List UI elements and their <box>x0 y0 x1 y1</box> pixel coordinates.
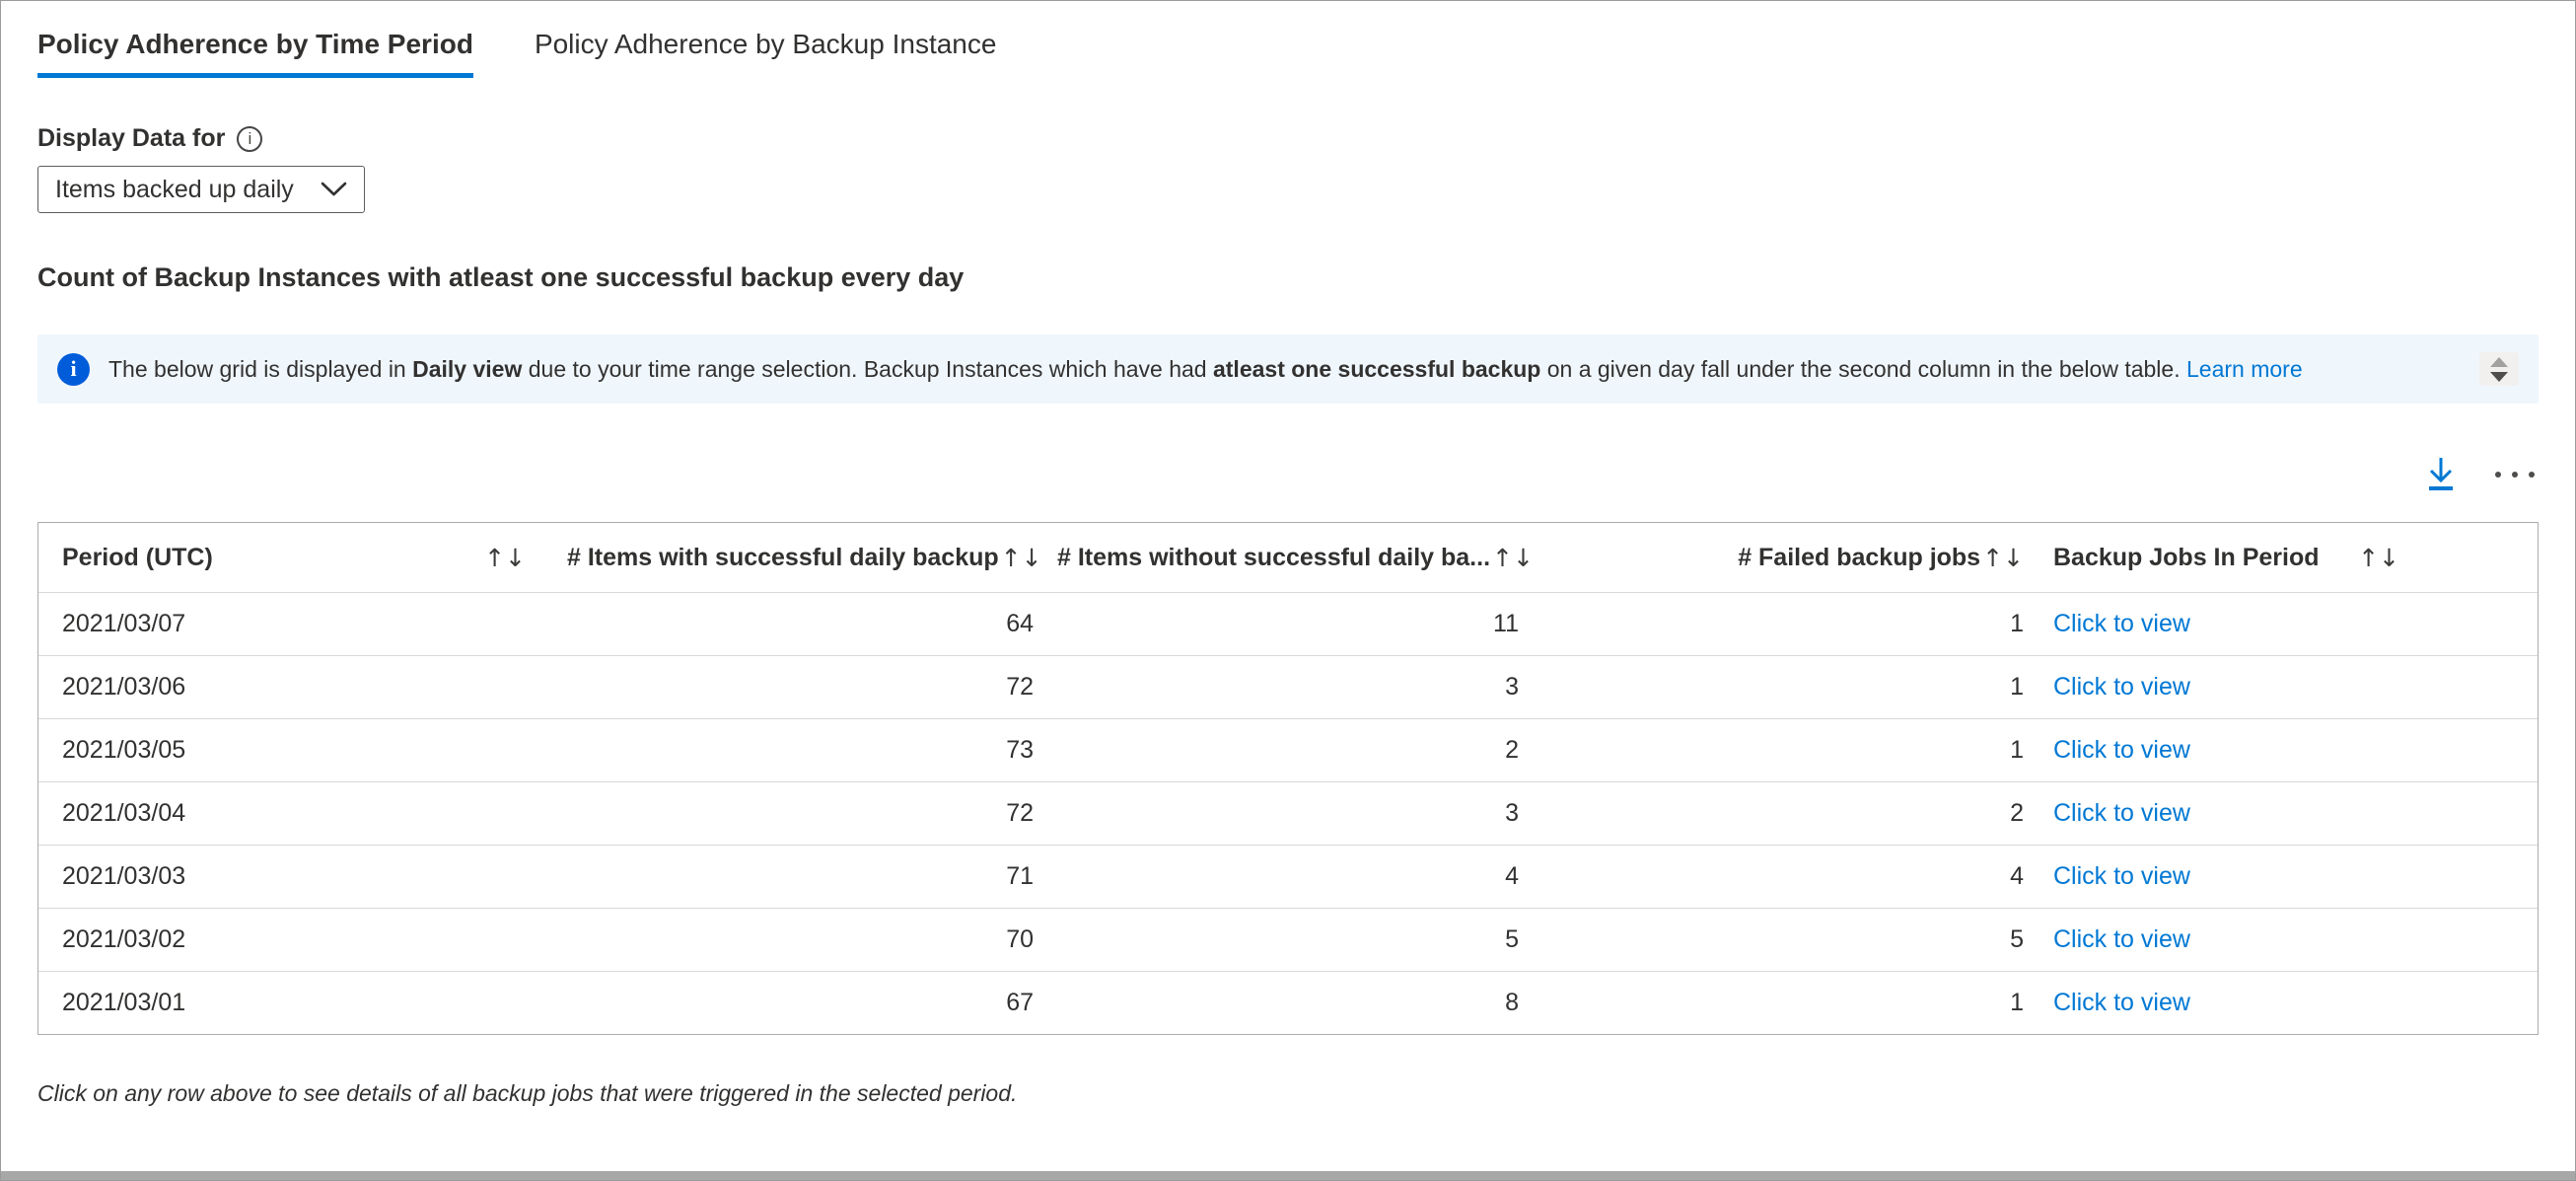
banner-text-bold: atleast one successful backup <box>1212 355 1541 382</box>
banner-text-bold: Daily view <box>412 355 523 382</box>
info-tooltip-icon[interactable]: i <box>237 126 262 152</box>
table-row[interactable] <box>38 845 2538 908</box>
period-cell: 2021/03/05 <box>62 736 186 764</box>
backup-jobs-cell <box>2034 846 2538 908</box>
failed-jobs-cell: 1 <box>2010 736 2024 764</box>
table-row[interactable] <box>38 908 2538 971</box>
failed-jobs-cell: 2 <box>2010 799 2024 827</box>
items-without-backup-cell: 11 <box>1493 610 1519 637</box>
backup-jobs-cell <box>2034 719 2538 781</box>
sort-icon: ↑↓ <box>1492 543 1534 572</box>
period-cell: 2021/03/02 <box>62 925 186 953</box>
backup-jobs-cell <box>2034 593 2538 655</box>
tab-policy-adherence-by-time-period[interactable]: Policy Adherence by Time Period <box>37 29 473 78</box>
items-with-backup-cell: 67 <box>1006 989 1034 1016</box>
banner-text-segment: on a given day fall under the second column in the below table. <box>1540 355 2186 382</box>
click-to-view-link[interactable]: Click to view <box>2053 989 2190 1016</box>
banner-expander-button[interactable] <box>2479 352 2519 386</box>
click-to-view-link[interactable]: Click to view <box>2053 610 2190 637</box>
table-row[interactable] <box>38 971 2538 1034</box>
table-row[interactable] <box>38 718 2538 781</box>
period-cell: 2021/03/04 <box>62 799 186 827</box>
table-header-row <box>38 523 2538 592</box>
backup-jobs-cell <box>2034 972 2538 1034</box>
info-banner <box>37 334 2539 404</box>
failed-jobs-cell: 5 <box>2010 925 2024 953</box>
items-with-backup-cell: 64 <box>1006 610 1034 637</box>
items-with-backup-cell: 72 <box>1006 799 1034 827</box>
column-header-backup-jobs-in-period[interactable]: Backup Jobs In Period ↑↓ <box>2053 543 2399 572</box>
items-with-backup-cell: 70 <box>1006 925 1034 953</box>
display-data-for-label <box>37 124 2539 153</box>
items-without-backup-cell: 4 <box>1505 862 1519 890</box>
period-cell: 2021/03/07 <box>62 610 186 637</box>
sort-icon: ↑↓ <box>484 543 526 572</box>
items-without-backup-cell: 2 <box>1505 736 1519 764</box>
failed-jobs-cell: 1 <box>2010 673 2024 701</box>
click-to-view-link[interactable]: Click to view <box>2053 925 2190 953</box>
sort-icon: ↑↓ <box>2358 543 2399 572</box>
period-cell: 2021/03/06 <box>62 673 186 701</box>
period-cell: 2021/03/03 <box>62 862 186 890</box>
download-icon <box>2424 455 2458 494</box>
display-data-dropdown-value: Items backed up daily <box>55 175 294 203</box>
items-with-backup-cell: 72 <box>1006 673 1034 701</box>
table-row[interactable] <box>38 781 2538 845</box>
items-with-backup-cell: 71 <box>1006 862 1034 890</box>
items-without-backup-cell: 8 <box>1505 989 1519 1016</box>
banner-text-segment: The below grid is displayed in <box>108 355 413 382</box>
sort-icon: ↑↓ <box>1000 543 1042 572</box>
failed-jobs-cell: 4 <box>2010 862 2024 890</box>
table-row[interactable] <box>38 592 2538 655</box>
failed-jobs-cell: 1 <box>2010 989 2024 1016</box>
ellipsis-icon <box>2495 472 2501 478</box>
chevron-down-icon <box>321 182 347 197</box>
click-to-view-link[interactable]: Click to view <box>2053 736 2190 764</box>
display-data-for-text: Display Data for <box>37 124 226 152</box>
click-to-view-link[interactable]: Click to view <box>2053 673 2190 701</box>
table-body <box>38 592 2538 1034</box>
backup-jobs-cell <box>2034 656 2538 718</box>
more-options-button[interactable] <box>2495 472 2535 478</box>
caret-down-icon <box>2490 372 2508 382</box>
column-header-period[interactable]: Period (UTC) ↑↓ <box>62 543 526 572</box>
table-footnote: Click on any row above to see details of all backup jobs that were triggered in the selected period. <box>37 1080 1018 1106</box>
items-without-backup-cell: 5 <box>1505 925 1519 953</box>
display-data-dropdown[interactable] <box>37 166 365 213</box>
backup-jobs-cell <box>2034 782 2538 845</box>
sort-icon: ↑↓ <box>1982 543 2024 572</box>
tab-policy-adherence-by-backup-instance[interactable]: Policy Adherence by Backup Instance <box>534 29 997 59</box>
tab-bar <box>37 29 2539 78</box>
column-header-items-without-backup[interactable]: # Items without successful daily ba... ↑↓ <box>1057 543 1534 572</box>
banner-text <box>108 356 2458 383</box>
items-without-backup-cell: 3 <box>1505 799 1519 827</box>
policy-adherence-table <box>37 522 2539 1035</box>
click-to-view-link[interactable]: Click to view <box>2053 799 2190 827</box>
learn-more-link[interactable]: Learn more <box>2186 355 2303 382</box>
items-without-backup-cell: 3 <box>1505 673 1519 701</box>
column-header-failed-jobs[interactable]: # Failed backup jobs ↑↓ <box>1738 543 2024 572</box>
backup-jobs-cell <box>2034 909 2538 971</box>
period-cell: 2021/03/01 <box>62 989 186 1016</box>
download-button[interactable] <box>2424 455 2458 494</box>
table-row[interactable] <box>38 655 2538 718</box>
caret-up-icon <box>2490 357 2508 367</box>
banner-text-segment: due to your time range selection. Backup Instances which have had <box>522 355 1213 382</box>
click-to-view-link[interactable]: Click to view <box>2053 862 2190 890</box>
grid-toolbar <box>37 453 2539 496</box>
info-icon: i <box>57 353 90 386</box>
horizontal-scrollbar[interactable] <box>1 1171 2575 1180</box>
column-header-items-with-backup[interactable]: # Items with successful daily backup ↑↓ <box>567 543 1042 572</box>
section-title: Count of Backup Instances with atleast one successful backup every day <box>37 262 965 292</box>
items-with-backup-cell: 73 <box>1006 736 1034 764</box>
failed-jobs-cell: 1 <box>2010 610 2024 637</box>
